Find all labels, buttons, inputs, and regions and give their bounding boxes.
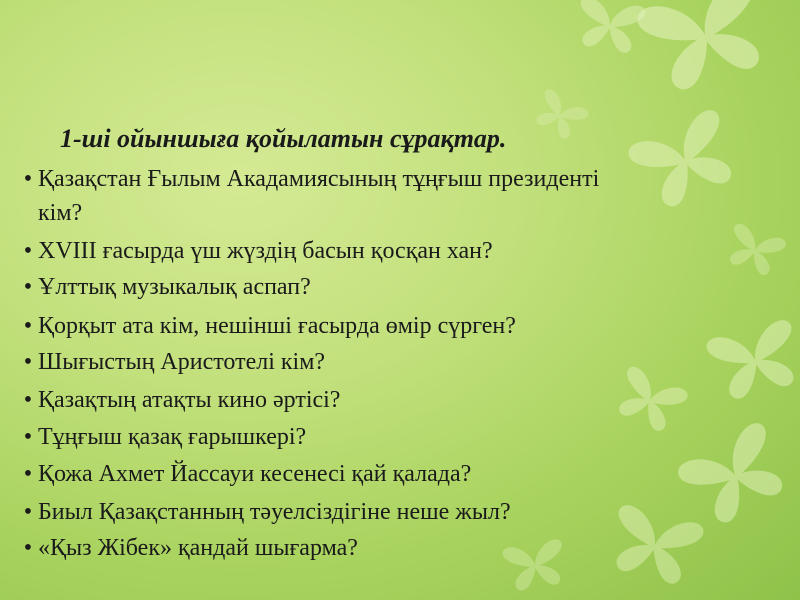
- bullet-icon: •: [23, 313, 33, 339]
- list-item: [18, 457, 788, 491]
- question-text: «Қыз Жібек» қандай шығарма?: [38, 535, 358, 561]
- question-text: Биыл Қазақстанның тәуелсіздігіне неше жыл?: [38, 499, 511, 525]
- bullet-icon: •: [23, 535, 33, 561]
- bullet-icon: •: [23, 274, 33, 300]
- question-text: Қорқыт ата кім, нешінші ғасырда өмір сүрген?: [38, 313, 516, 339]
- list-item: [18, 234, 788, 268]
- question-text: Шығыстың Аристотелі кім?: [38, 349, 326, 375]
- list-item: [18, 345, 788, 379]
- bullet-icon: •: [23, 387, 33, 413]
- question-text: Қожа Ахмет Йассауи кесенесі қай қалада?: [38, 461, 472, 487]
- list-item: [18, 309, 788, 343]
- list-item: [18, 162, 788, 230]
- list-item: [18, 420, 788, 454]
- list-item: [18, 495, 788, 529]
- list-item: [18, 531, 788, 565]
- question-text: Тұңғыш қазақ ғарышкері?: [38, 424, 307, 450]
- question-text: Қазақстан Ғылым Акадамиясының тұңғыш президенті: [38, 166, 600, 192]
- bullet-icon: •: [23, 461, 33, 487]
- question-text-continued: кім?: [38, 200, 83, 226]
- bullet-icon: •: [23, 499, 33, 525]
- bullet-icon: •: [23, 424, 33, 450]
- list-item: [18, 270, 788, 304]
- bullet-icon: •: [23, 166, 33, 192]
- question-text: Қазақтың атақты кино әртісі?: [38, 387, 341, 413]
- bullet-icon: •: [23, 349, 33, 375]
- bullet-icon: •: [23, 238, 33, 264]
- slide-title: 1-ші ойыншыға қойылатын сұрақтар.: [60, 124, 507, 153]
- question-text: XVIII ғасырда үш жүздің басын қосқан хан?: [38, 238, 493, 264]
- list-item: [18, 383, 788, 417]
- question-text: Ұлттық музыкалық аспап?: [38, 274, 311, 300]
